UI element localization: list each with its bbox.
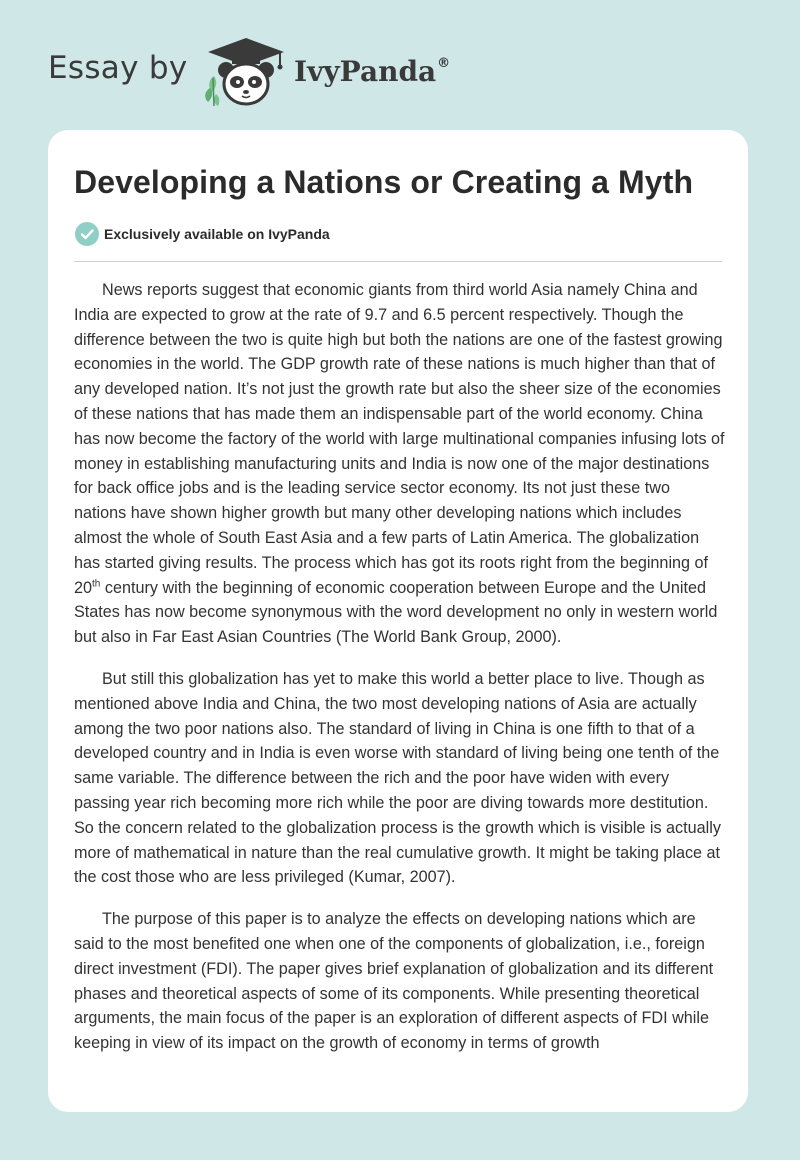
paragraph: But still this globalization has yet to make this world a better place to live. Though as mentioned above India and China, the two most developing nations of Asia are actually among the two poor nations also. The standard of living in China is one fifth to that of a developed country and in India is even worse with standard of living being one tenth of the same variable. The difference between the rich and the poor have widen with every passing year rich becoming more rich while the poor are diving towards more destitution. So the concern related to the globalization process is the growth which is visible is actually more of mathematical in nature than the real cumulative growth. It might be taking place at the cost those who are less privileged (Kumar, 2007). bbox=[74, 669, 721, 887]
badge-label: Exclusively available on IvyPanda bbox=[104, 226, 330, 242]
essay-card bbox=[48, 130, 748, 1112]
brand-name[interactable]: IvyPanda® bbox=[294, 55, 451, 88]
site-header bbox=[0, 0, 800, 130]
ivypanda-logo-icon[interactable] bbox=[200, 36, 292, 108]
essay-body bbox=[74, 278, 726, 1073]
page-title: Developing a Nations or Creating a Myth bbox=[74, 164, 694, 200]
paragraph: The purpose of this paper is to analyze the effects on developing nations which are said to the most benefited one when one of the components of globalization, i.e., foreign direct investment (FDI). The paper gives brief explanation of globalization and its different phases and theoretical aspects of some of its components. While presenting theoretical arguments, the main focus of the paper is an exploration of different aspects of FDI while keeping in view of its impact on the growth of economy in terms of growth bbox=[74, 910, 714, 1053]
check-circle-icon bbox=[74, 221, 100, 247]
registered-mark: ® bbox=[437, 56, 451, 71]
divider bbox=[74, 261, 722, 262]
paragraph: News reports suggest that economic giants from third world Asia namely China and India are expected to grow at the rate of 9.7 and 6.5 percent respectively. Though the difference between the two is quite high but both the nations are one of the fastest growing economies in the world. The GDP growth rate of these nations is much higher than that of any developed nation. It’s not just the growth rate but also the sheer size of the economies of these nations that has made them an indispensable part of the world economy. China has now become the factory of the world with large multinational companies infusing lots of money in establishing manufacturing units and India is now one of the major destinations for back office jobs and is the leading service sector economy. Its not just these two nations have shown higher growth but many other developing nations which includes almost the whole of South East Asia and a few parts of Latin America. The globalization has started giving results. The process which has got its roots right from the beginning of 20th century with the beginning of economic cooperation between Europe and the United States has now become synonymous with the word development no only in western world but also in Far East Asian Countries (The World Bank Group, 2000). bbox=[74, 281, 725, 647]
essay-by-label: Essay by bbox=[48, 50, 188, 86]
availability-badge bbox=[74, 221, 330, 247]
